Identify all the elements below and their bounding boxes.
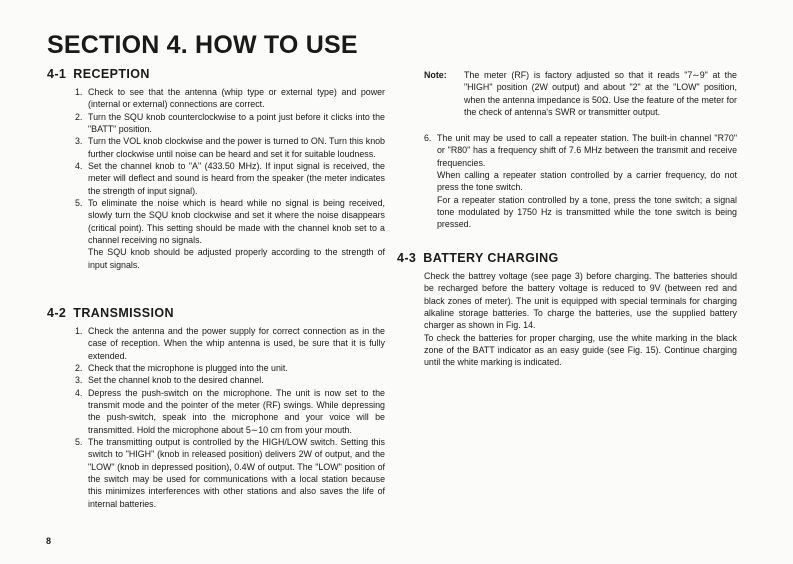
section-number: 4-2: [47, 306, 67, 320]
note: [424, 69, 737, 118]
item-text: Set the channel knob to the desired channel.: [88, 375, 264, 386]
section-title: BATTERY CHARGING: [423, 251, 559, 265]
section-number: 4-1: [47, 67, 67, 81]
item-text-extra: The SQU knob should be adjusted properly according to the strength of input signals.: [88, 247, 385, 270]
list-item: [75, 160, 385, 197]
item-text-p2: When calling a repeater station controlled by a carrier frequency, do not press the tone switch.: [437, 170, 737, 193]
section-heading-transmission: [47, 306, 174, 320]
item-number: 4.: [75, 161, 83, 172]
section-heading-battery-charging: [397, 251, 559, 265]
item-number: 3.: [75, 375, 83, 386]
section-title: RECEPTION: [73, 67, 150, 81]
reception-list: [75, 86, 385, 271]
list-item: [75, 86, 385, 111]
item-number: 5.: [75, 198, 83, 209]
item-number: 2.: [75, 363, 83, 374]
note-text: The meter (RF) is factory adjusted so that it reads "7∼9" at the "HIGH" position (2W output) and about "2" at the "LOW" position, when the antenna impedance is 50Ω. Use the feature of the meter for the check of antenna's SWR or transmitter output.: [464, 70, 737, 118]
item-text: Set the channel knob to "A" (433.50 MHz). If input signal is received, the meter will deflect and sound is heard from the speaker (the meter indicates the strength of input signal).: [88, 161, 385, 196]
paragraph: Check the battrey voltage (see page 3) before charging. The batteries should be recharged before the battery voltage is reduced to 9V (between red and black zones of meter). The unit is equipped with special terminals for charging alkaline storage batteries. To charge the batteries, use the supplied battery charger as shown in Fig. 14.: [424, 271, 737, 331]
item-text: The unit may be used to call a repeater station. The built-in channel "R70" or "R80" has a frequency shift of 7.6 MHz between the transmit and receive frequencies.: [437, 133, 737, 168]
item-text: Turn the VOL knob clockwise and the power is turned to ON. Turn this knob further clockwise until noise can be heard and set it for suitable loudness.: [88, 136, 385, 159]
section-title: TRANSMISSION: [73, 306, 174, 320]
item-text: The transmitting output is controlled by the HIGH/LOW switch. Setting this switch to "HIGH" (knob in released position) delivers 2W of output, and the "LOW" (knob in depressed position), 0.4W of output. The "LOW" position of the switch may be used for communications with a local station because this minimizes interferences with other stations and also saves the life of internal batteries.: [88, 437, 385, 509]
paragraph: To check the batteries for proper charging, use the white marking in the black zone of the BATT indicator as an easy guide (see Fig. 15). Continue charging until the white marking is indicated.: [424, 332, 737, 368]
item-number: 5.: [75, 437, 83, 448]
item-number: 3.: [75, 136, 83, 147]
list-item: [424, 132, 737, 231]
battery-charging-text: [424, 270, 737, 369]
list-item: [75, 135, 385, 160]
list-item: [75, 111, 385, 136]
item-text: Depress the push-switch on the microphone. The unit is now set to the transmit mode and the pointer of the meter (RF) swings. While depressing the push-switch, speak into the microphone and your voice will be transmitted. Hold the microphone about 5∼10 cm from your mouth.: [88, 387, 385, 435]
item-number: 2.: [75, 111, 83, 122]
page-title: SECTION 4. HOW TO USE: [47, 31, 358, 59]
section-number: 4-3: [397, 251, 417, 265]
note-label: Note:: [424, 70, 447, 80]
list-item: [75, 362, 385, 374]
list-item: [75, 374, 385, 386]
item-text: Turn the SQU knob counterclockwise to a point just before it clicks into the "BATT" position.: [88, 111, 385, 135]
item-text: Check that the microphone is plugged into the unit.: [88, 363, 288, 374]
transmission-list: [75, 325, 385, 510]
list-item: [75, 387, 385, 436]
item-number: 4.: [75, 387, 83, 398]
item-number: 1.: [75, 326, 83, 336]
item-number: 1.: [75, 87, 83, 97]
note-block: [424, 69, 737, 118]
transmission-item-6: [424, 132, 737, 231]
item-text: Check the antenna and the power supply for correct connection as in the case of reception. When the whip antenna is used, be sure that it is fully extended.: [88, 326, 385, 361]
list-item: [75, 436, 385, 510]
page-number: 8: [46, 536, 52, 546]
list-item: [75, 325, 385, 362]
section-heading-reception: [47, 67, 150, 81]
item-text: To eliminate the noise which is heard while no signal is being received, slowly turn the SQU knob clockwise and set it where the noise disappears (critical point). This setting should be made with the channel knob set to a channel receiving no signals.: [88, 198, 385, 246]
item-text-p3: For a repeater station controlled by a tone, press the tone switch; a signal tone modulated by 1750 Hz is transmitted while the tone switch is being pressed.: [437, 194, 737, 230]
item-number: 6.: [424, 133, 432, 143]
list-item: [75, 197, 385, 271]
item-text: Check to see that the antenna (whip type or external type) and power (internal or external) connections are correct.: [88, 87, 385, 110]
